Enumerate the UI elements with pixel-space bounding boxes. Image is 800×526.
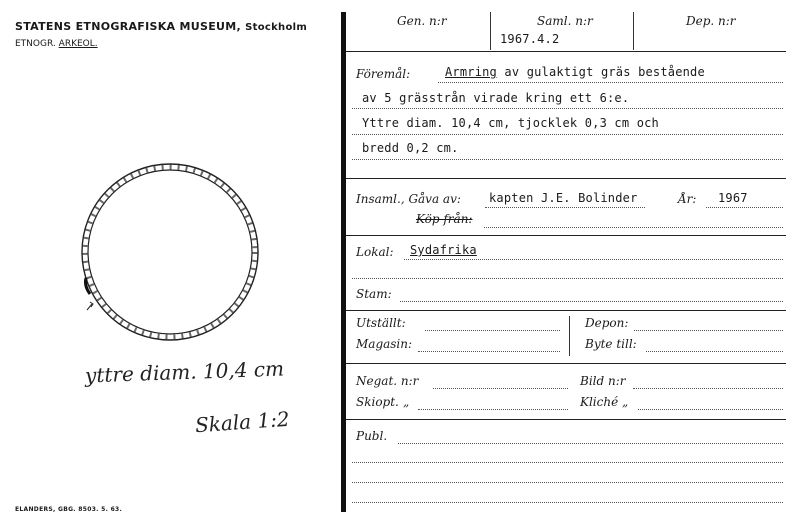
depon-label: Depon: [585,316,629,330]
bild-rule [633,388,783,389]
foremal-rule-3 [352,134,783,135]
dep-nr-label: Dep. n:r [686,14,736,28]
kop-rule [484,227,783,228]
foremal-bottom-rule [346,178,786,179]
publ-label: Publ. [356,429,388,443]
skiopt-label: Skiopt. [356,395,399,409]
stam-bottom-rule [346,310,786,311]
saml-nr-label: Saml. n:r [537,14,593,28]
stam-rule [400,301,783,302]
armring-sketch [60,160,280,350]
year-label: År: [678,192,697,206]
foremal-line-3: Yttre diam. 10,4 cm, tjocklek 0,3 cm och [362,116,659,130]
foremal-rule-1 [438,82,783,83]
byte-label: Byte till: [585,337,637,351]
foremal-line-1-rest: av gulaktigt gräs bestående [504,65,705,79]
kliche-ditto: „ [622,395,629,409]
publ-rule-1 [398,443,783,444]
utstallt-label: Utställt: [356,316,406,330]
byte-rule [646,351,783,352]
foremal-line-4: bredd 0,2 cm. [362,141,459,155]
bild-label: Bild n:r [580,374,626,388]
foremal-label: Föremål: [356,67,411,81]
dept-etnogr: ETNOGR. [15,39,56,49]
stam-label: Stam: [356,287,392,301]
header-divider-1 [490,12,491,50]
museum-name: STATENS ETNOGRAFISKA MUSEUM, [15,20,241,33]
museum-title [15,20,307,33]
handwritten-scale: Skala 1:2 [194,406,291,438]
insaml-rule [485,207,645,208]
insaml-bottom-rule [346,235,786,236]
header-divider-2 [633,12,634,50]
publ-rule-4 [352,502,783,503]
insaml-label: Insaml., Gåva av: [356,192,461,206]
depon-rule [634,330,783,331]
year-rule [706,207,783,208]
lokal-rule [404,259,783,260]
skiopt-ditto: „ [403,395,410,409]
depon-divider [569,316,570,356]
kliche-rule [638,409,783,410]
utstallt-rule [425,330,560,331]
printer-mark: ELANDERS, GBG. 8503. 5. 63. [15,506,123,513]
department-line [15,39,98,49]
saml-nr-value: 1967.4.2 [500,32,560,46]
card-left-border [341,12,346,512]
negat-rule [433,388,568,389]
magasin-rule [418,351,560,352]
kliche-label: Kliché [580,395,619,409]
lokal-value: Sydafrika [410,243,477,257]
negat-label: Negat. n:r [356,374,419,388]
magasin-label: Magasin: [356,337,413,351]
handwritten-diameter: yttre diam. 10,4 cm [84,356,285,388]
foremal-rule-2 [352,108,783,109]
lokal-rule-2 [352,278,783,279]
foremal-rule-4 [352,159,783,160]
kop-fran-label: Köp från: [416,212,473,226]
year-value: 1967 [718,191,748,205]
foremal-line-2: av 5 grässtrån virade kring ett 6:e. [362,91,630,105]
publ-rule-3 [352,482,783,483]
lokal-label: Lokal: [356,245,394,259]
header-bottom-rule [346,51,786,52]
storage-bottom-rule [346,363,786,364]
skiopt-rule [418,409,568,410]
photo-bottom-rule [346,419,786,420]
museum-city: Stockholm [245,22,308,33]
publ-rule-2 [352,462,783,463]
foremal-line-1 [445,65,705,79]
dept-arkeol: ARKEOL. [58,39,98,49]
gen-nr-label: Gen. n:r [397,14,447,28]
foremal-object-name: Armring [445,65,497,79]
insaml-donor: kapten J.E. Bolinder [489,191,638,205]
